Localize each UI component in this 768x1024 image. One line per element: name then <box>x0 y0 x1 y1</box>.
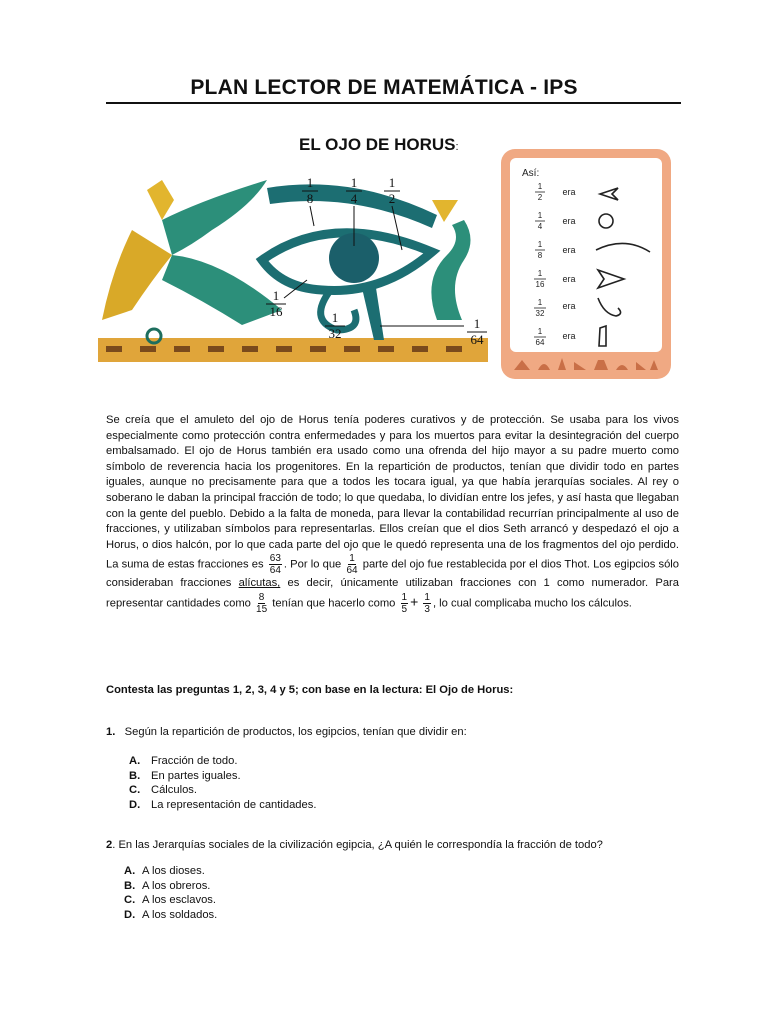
card-row-sixty-fourth-num: 1 <box>537 327 543 336</box>
card-row-quarter-num: 1 <box>537 211 543 220</box>
card-row-sixty-fourth-den: 64 <box>535 338 545 347</box>
option-c[interactable] <box>129 783 316 798</box>
reading-text-6: , lo cual complicaba mucho los cálculos. <box>432 597 632 610</box>
question-2 <box>106 839 603 851</box>
label-one-thirty-second-num: 1 <box>331 310 339 325</box>
card-row-quarter-den: 4 <box>537 222 543 231</box>
fraction-denominator: 5 <box>401 603 408 615</box>
fraction-denominator: 3 <box>424 603 430 615</box>
label-one-eighth-num: 1 <box>306 175 314 190</box>
reading-text-5: tenían que hacerlo como <box>269 597 396 610</box>
label-one-half-den: 2 <box>388 191 396 206</box>
fraction-numerator: 1 <box>424 591 430 603</box>
label-one-sixty-fourth-den: 64 <box>470 332 484 347</box>
option-a[interactable] <box>124 864 217 879</box>
section-title-text: EL OJO DE HORUS <box>299 135 456 154</box>
document-title: PLAN LECTOR DE MATEMÁTICA - IPS <box>190 76 578 99</box>
fraction-numerator: 1 <box>401 591 408 603</box>
title-divider <box>106 102 681 104</box>
question-number: 2 <box>106 839 113 851</box>
fraction-one-fifth <box>401 592 409 615</box>
reading-text-2: . Por lo que <box>283 558 342 571</box>
falcon-figure <box>102 180 282 343</box>
fraction-one-sixty-fourth <box>346 553 357 576</box>
option-text: A los soldados. <box>142 909 218 922</box>
option-a[interactable] <box>129 754 316 769</box>
label-one-fourth-num: 1 <box>350 175 358 190</box>
fraction-numerator: 8 <box>258 591 265 603</box>
card-row-half-den: 2 <box>537 193 543 202</box>
section-title-colon: : <box>455 141 459 153</box>
reading-text-3: parte del ojo fue restablecida por el dios Thot. Los egipcios sólo consideraban fracciones <box>106 558 680 590</box>
option-letter: B. <box>129 769 141 782</box>
fraction-denominator: 15 <box>256 603 268 615</box>
option-letter: B. <box>124 879 136 892</box>
hieroglyph-fraction-card <box>500 148 672 380</box>
option-text: Fracción de todo. <box>151 755 238 767</box>
card-row-eighth-den: 8 <box>537 251 543 260</box>
card-row-thirty-second-num: 1 <box>537 298 543 307</box>
label-one-thirty-second <box>325 310 345 341</box>
fraction-eight-fifteenths <box>256 592 267 615</box>
card-row-thirty-second-den: 32 <box>535 309 545 318</box>
card-row-quarter-word: era <box>562 216 576 226</box>
question-1 <box>106 726 467 738</box>
option-text: A los dioses. <box>142 865 205 877</box>
option-d[interactable] <box>129 798 316 813</box>
question-text: Según la repartición de productos, los egipcios, tenían que dividir en: <box>124 726 467 738</box>
reading-text-4: es decir, únicamente utilizaban fracciones con 1 como numerador. Para representar cantidades como <box>106 577 680 610</box>
card-row-eighth-word: era <box>562 245 576 255</box>
label-one-fourth-den: 4 <box>350 191 358 206</box>
option-letter: A. <box>129 755 141 767</box>
instructions: Contesta las preguntas 1, 2, 3, 4 y 5; con base en la lectura: El Ojo de Horus: <box>106 684 514 696</box>
label-one-sixteenth-den: 16 <box>269 304 283 319</box>
reading-text-1: Se creía que el amuleto del ojo de Horus tenía poderes curativos y de protección. Se usaba para los vivos especialmente como protección contra enfermedades y para los muertos para evitar la desintegración del cuerpo embalsamado. El ojo de Horus también era usado como una ofrenda del hijo mayor a su padre muerto como símbolo de reverencia hacia los progenitores. En la repartición de productos, tenían que dividir todo en partes iguales, aunque no precisamente para que a todos les tocara igual, ya que había jerarquías sociales. Al rey o soberano le daban la principal fracción de todo; lo que quedaba, lo dividían entre los jefes, y así hasta que llegaban con la gente del pueblo. Debido a la falta de moneda, para llevar la contabilidad recurrían principalmente al uso de fracciones, y utilizaban símbolos para representarlas. Ellos creían que el dios Seth arrancó y despedazó el ojo a Horus, o dios halcón, por lo que cada parte del ojo que le quedó representa una de los fragmentos del ojo perdido. La suma de estas fracciones es <box>106 414 679 571</box>
option-text: A los esclavos. <box>142 894 216 907</box>
card-row-thirty-second-word: era <box>562 301 576 311</box>
question-2-options <box>124 864 217 923</box>
underlined-term: alícutas, <box>238 577 281 590</box>
card-row-half-word: era <box>562 187 576 197</box>
card-row-sixteenth-den: 16 <box>535 280 545 289</box>
eye-teardrop <box>362 288 384 340</box>
option-c[interactable] <box>124 893 217 908</box>
card-row-eighth-num: 1 <box>537 240 543 249</box>
card-panel <box>510 158 662 352</box>
option-d[interactable] <box>124 908 217 923</box>
option-letter: D. <box>124 909 136 922</box>
eye-of-horus-illustration <box>92 160 492 375</box>
fraction-numerator: 1 <box>349 553 355 565</box>
question-text: . En las Jerarquías sociales de la civilización egipcia, ¿A quién le correspondía la fracción de todo? <box>112 839 603 851</box>
option-b[interactable] <box>129 769 316 784</box>
card-row-sixteenth-num: 1 <box>537 269 543 278</box>
option-letter: A. <box>124 865 136 877</box>
option-text: La representación de cantidades. <box>151 799 317 812</box>
option-letter: C. <box>124 894 136 907</box>
question-1-options <box>129 754 316 813</box>
plus-sign: + <box>410 593 419 610</box>
fraction-denominator: 64 <box>269 565 281 577</box>
option-text: A los obreros. <box>142 879 211 892</box>
card-row-sixty-fourth-word: era <box>562 331 576 341</box>
label-one-sixty-fourth-num: 1 <box>473 316 481 331</box>
section-title <box>299 135 459 155</box>
question-number: 1. <box>106 726 116 738</box>
cobra-figure <box>431 200 470 320</box>
option-b[interactable] <box>124 879 217 894</box>
reading-paragraph <box>106 413 679 615</box>
card-heading: Así: <box>522 168 540 179</box>
option-text: Cálculos. <box>151 784 198 797</box>
option-letter: C. <box>129 784 141 797</box>
label-one-eighth-den: 8 <box>306 191 314 206</box>
option-text: En partes iguales. <box>151 769 241 782</box>
card-row-sixteenth-word: era <box>562 274 576 284</box>
fraction-sixty-three-sixty-fourths <box>269 553 282 576</box>
fraction-one-third <box>423 592 431 615</box>
option-letter: D. <box>129 799 141 812</box>
card-row-half-num: 1 <box>537 182 543 191</box>
label-one-sixteenth-num: 1 <box>272 288 280 303</box>
label-one-thirty-second-den: 32 <box>328 326 342 341</box>
label-one-half-num: 1 <box>388 175 396 190</box>
fraction-denominator: 64 <box>346 565 358 577</box>
fraction-numerator: 63 <box>269 553 281 565</box>
